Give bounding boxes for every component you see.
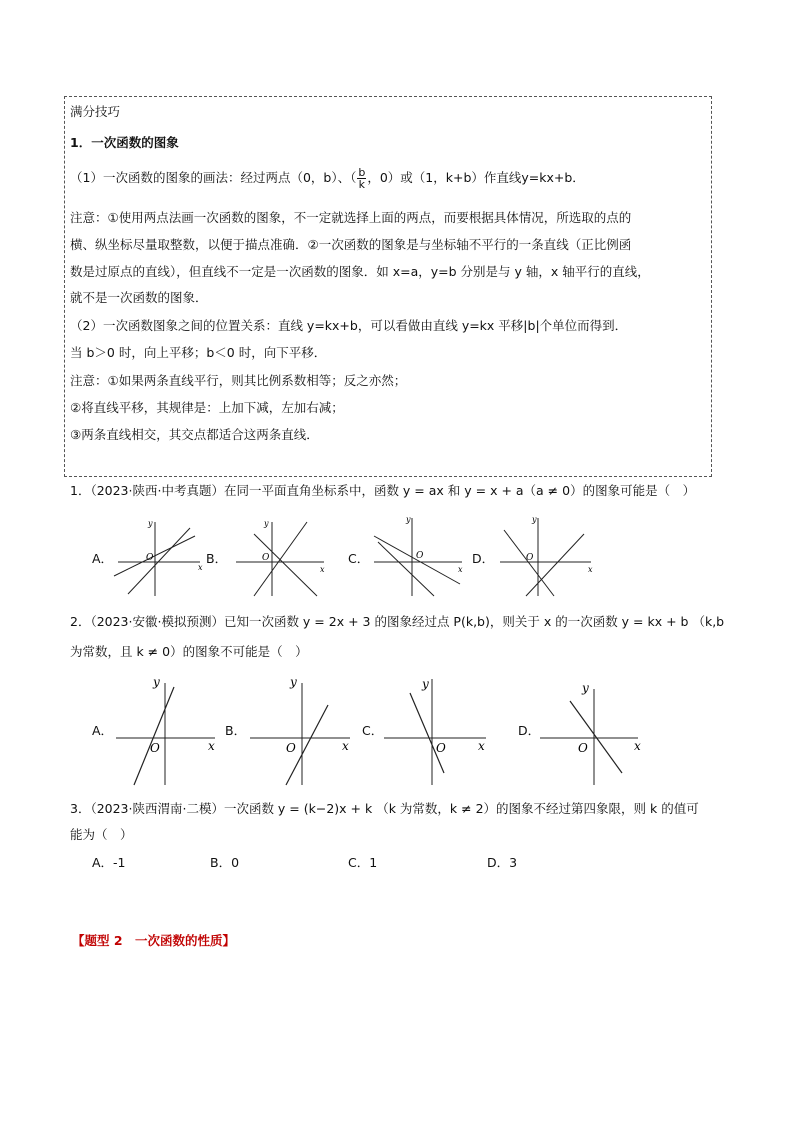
q1-graph-b (232, 514, 332, 599)
q1-option-b-label: B． (206, 551, 228, 566)
x-axis-label: x (458, 565, 463, 574)
q2-option-a-label: A． (92, 723, 114, 738)
fraction-denominator: k (358, 178, 366, 191)
question-2-line1: 2．（2023·安徽·模拟预测）已知一次函数 y = 2x + 3 的图象经过点 P(k,b)，则关于 x 的一次函数 y = kx + b （k,b (70, 614, 725, 629)
y-axis-label: y (290, 675, 297, 689)
question-2-line2: 为常数，且 k ≠ 0）的图象不可能是（ ） (70, 644, 308, 659)
origin-label: O (146, 553, 154, 563)
graph-line (570, 701, 622, 773)
y-axis-label: y (422, 677, 429, 691)
graph-line-1 (504, 530, 554, 596)
note2-line3: ③两条直线相交，其交点都适合这两条直线． (70, 427, 319, 442)
graph-line (410, 693, 444, 773)
q3-option-b: B．0 (210, 855, 240, 870)
x-axis-label: x (320, 565, 325, 574)
q1-graph-c (370, 514, 470, 599)
q1-graph-d (496, 514, 596, 599)
note1-line1: 注意：①使用两点法画一次函数的图象，不一定就选择上面的两点，而要根据具体情况，所选取的点的 (70, 210, 632, 225)
y-axis-label: y (406, 515, 411, 524)
question-3-line2: 能为（ ） (70, 827, 133, 842)
fraction-numerator: b (358, 166, 366, 179)
tips-heading: 1．一次函数的图象 (70, 135, 179, 150)
origin-label: O (436, 741, 446, 755)
note1-line3: 数是过原点的直线），但直线不一定是一次函数的图象．如 x=a，y=b 分别是与 y 轴，x 轴平行的直线， (70, 264, 650, 279)
tips-title: 满分技巧 (70, 104, 121, 119)
origin-label: O (262, 553, 270, 563)
note1-line2: 横、纵坐标尽量取整数，以便于描点准确．②一次函数的图象是与坐标轴不平行的一条直线（正比例函 (70, 237, 632, 252)
x-axis-label: x (588, 565, 593, 574)
q2-graph-c (382, 673, 497, 788)
q2-graph-a (110, 673, 225, 788)
q2-graph-d (536, 673, 656, 788)
x-axis-label: x (342, 739, 349, 753)
graph-line-2 (128, 528, 190, 594)
x-axis-label: x (634, 739, 641, 753)
q1-graph-a (110, 514, 205, 599)
x-axis-label: x (198, 563, 203, 572)
x-axis-label: x (208, 739, 215, 753)
y-axis-label: y (148, 519, 153, 528)
q3-option-a: A．-1 (92, 855, 126, 870)
question-1-text: 1．（2023·陕西·中考真题）在同一平面直角坐标系中，函数 y = ax 和 y = x + a（a ≠ 0）的图象可能是（ ） (70, 483, 696, 498)
origin-label: O (286, 741, 296, 755)
origin-label: O (150, 741, 160, 755)
origin-label: O (578, 741, 588, 755)
q2-graph-b (246, 673, 361, 788)
q2-option-c-label: C． (362, 723, 384, 738)
q2-option-b-label: B． (225, 723, 247, 738)
tips-paragraph-1 (70, 167, 585, 190)
q2-option-d-label: D． (518, 723, 541, 738)
y-axis-label: y (264, 519, 269, 528)
tips-paragraph-3: 当 b＞0 时，向上平移；b＜0 时，向下平移． (70, 345, 327, 360)
y-axis-label: y (582, 681, 589, 695)
graph-line-2 (378, 542, 434, 596)
y-axis-label: y (153, 675, 160, 689)
tips-box (64, 96, 712, 477)
q3-option-c: C．1 (348, 855, 378, 870)
graph-line (134, 687, 174, 785)
origin-label: O (526, 553, 534, 563)
q1-option-d-label: D． (472, 551, 495, 566)
graph-line-2 (526, 534, 584, 596)
note1-line4: 就不是一次函数的图象． (70, 290, 208, 305)
tips-paragraph-2: （2）一次函数图象之间的位置关系：直线 y=kx+b，可以看做由直线 y=kx 平移|b|个单位而得到． (70, 318, 628, 333)
y-axis-label: y (532, 515, 537, 524)
note2-line1: 注意：①如果两条直线平行，则其比例系数相等；反之亦然； (70, 373, 407, 388)
graph-line-1 (254, 534, 317, 596)
origin-label: O (416, 551, 424, 561)
q1-option-a-label: A． (92, 551, 114, 566)
q3-option-d: D．3 (487, 855, 518, 870)
p1-before: （1）一次函数的图象的画法：经过两点（0，b）、（ (70, 170, 357, 185)
section-heading: 【题型 2 一次函数的性质】 (72, 933, 236, 948)
q1-option-c-label: C． (348, 551, 370, 566)
fraction-b-over-k (357, 167, 366, 190)
question-3-line1: 3．（2023·陕西渭南·二模）一次函数 y = (k−2)x + k （k 为常数，k ≠ 2）的图象不经过第四象限，则 k 的值可 (70, 801, 699, 816)
x-axis-label: x (478, 739, 485, 753)
p1-after: ，0）或（1，k+b）作直线y=kx+b． (367, 170, 585, 185)
note2-line2: ②将直线平移，其规律是：上加下减，左加右减； (70, 400, 344, 415)
